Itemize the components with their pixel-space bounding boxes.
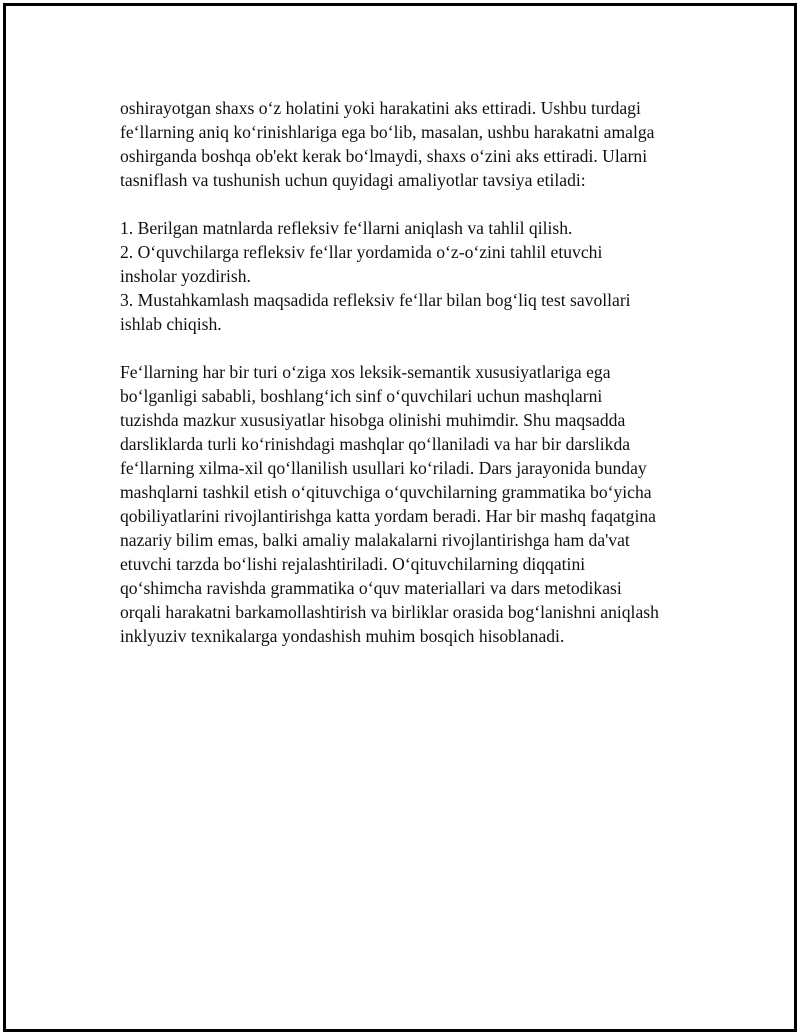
document-page (3, 3, 797, 1032)
list-item: 2. O‘quvchilarga refleksiv fe‘llar yordamida o‘z-o‘zini tahlil etuvchi insholar yozdirish. (120, 242, 603, 286)
document-body (120, 96, 700, 648)
paragraph-intro: oshirayotgan shaxs o‘z holatini yoki harakatini aks ettiradi. Ushbu turdagi fe‘llarning aniq ko‘rinishlariga ega bo‘lib, masalan, ushbu harakatni amalga oshirganda boshqa ob'ekt kerak bo‘lmaydi, shaxs o‘zini aks ettiradi. Ularni tasniflash va tushunish uchun quyidagi amaliyotlar tavsiya etiladi: (120, 98, 655, 190)
recommendations-list (120, 216, 700, 336)
list-item: 1. Berilgan matnlarda refleksiv fe‘llarni aniqlash va tahlil qilish. (120, 218, 573, 238)
list-item: 3. Mustahkamlash maqsadida refleksiv fe‘llar bilan bog‘liq test savollari ishlab chiqish. (120, 290, 631, 334)
paragraph-main: Fe‘llarning har bir turi o‘ziga xos leksik-semantik xususiyatlariga ega bo‘lganligi sababli, boshlang‘ich sinf o‘quvchilari uchun mashqlarni tuzishda mazkur xususiyatlar hisobga olinishi muhimdir. Shu maqsadda darsliklarda turli ko‘rinishdagi mashqlar qo‘llaniladi va har bir darslikda fe‘llarning xilma-xil qo‘llanilish usullari ko‘riladi. Dars jarayonida bunday mashqlarni tashkil etish o‘qituvchiga o‘quvchilarning grammatika bo‘yicha qobiliyatlarini rivojlantirishga katta yordam beradi. Har bir mashq faqatgina nazariy bilim emas, balki amaliy malakalarni rivojlantirishga ham da'vat etuvchi tarzda bo‘lishi rejalashtiriladi. O‘qituvchilarning diqqatini qo‘shimcha ravishda grammatika o‘quv materiallari va dars metodikasi orqali harakatni barkamollashtirish va birliklar orasida bog‘lanishni aniqlash inklyuziv texnikalarga yondashish muhim bosqich hisoblanadi. (120, 362, 659, 646)
